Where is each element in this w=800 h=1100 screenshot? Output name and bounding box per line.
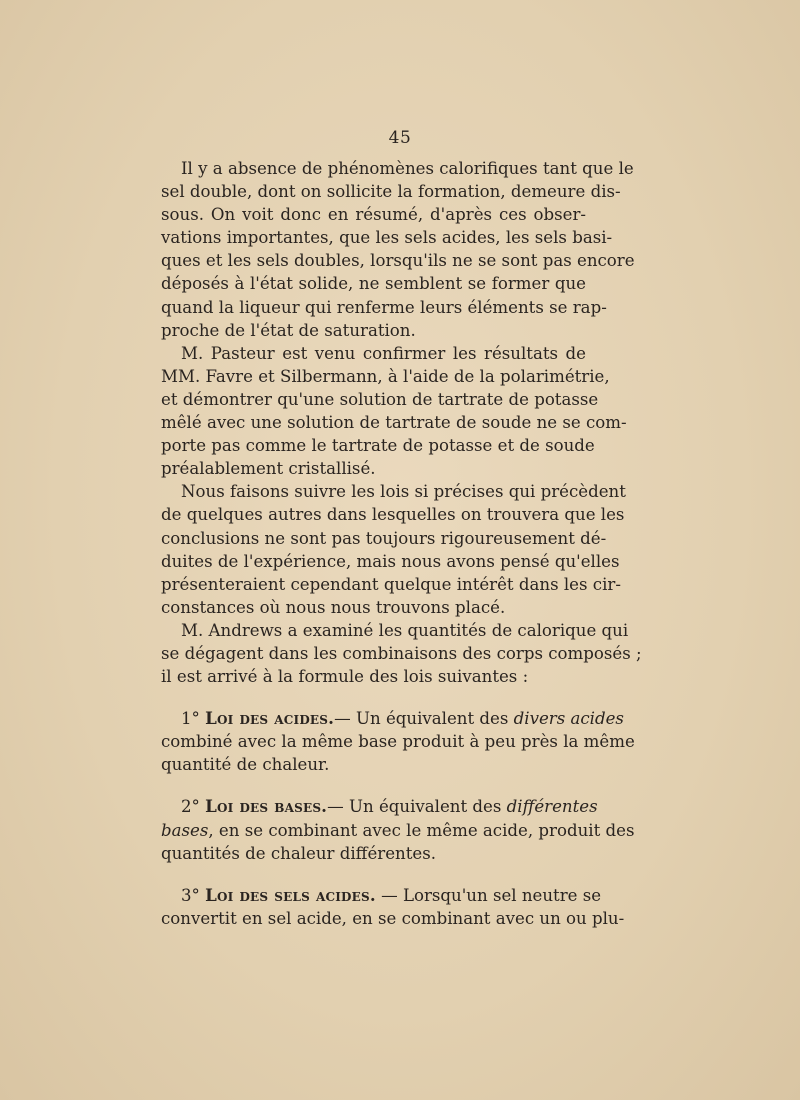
law-title: Loi des acides. bbox=[205, 708, 335, 729]
law-title: Loi des bases. bbox=[205, 796, 328, 817]
text-line: quantités de chaleur différentes. bbox=[161, 843, 437, 863]
text-line: proche de l'état de saturation. bbox=[161, 320, 416, 340]
paragraph-1 bbox=[161, 157, 635, 342]
text-line: sel double, dont on sollicite la formation, demeure dis- bbox=[161, 182, 621, 202]
text-line: conclusions ne sont pas toujours rigoureusement dé- bbox=[161, 528, 607, 548]
law-line bbox=[161, 819, 635, 842]
text-line: quand la liqueur qui renferme leurs éléments se rap- bbox=[161, 297, 607, 317]
law-title: Loi des sels acides. bbox=[205, 884, 376, 905]
paragraph-4 bbox=[161, 619, 642, 688]
text-line: se dégagent dans les combinaisons des corps composés ; bbox=[161, 643, 642, 663]
law-3 bbox=[161, 884, 625, 930]
text-line: il est arrivé à la formule des lois suivantes : bbox=[161, 667, 529, 687]
text-line: et démontrer qu'une solution de tartrate de potasse bbox=[161, 389, 599, 409]
text-line: présenteraient cependant quelque intérêt dans les cir- bbox=[161, 574, 621, 594]
law-emphasis: bases bbox=[161, 820, 209, 840]
law-text: — Lorsqu'un sel neutre se bbox=[381, 885, 602, 905]
law-line bbox=[161, 707, 624, 730]
text-line: déposés à l'état solide, ne semblent se former que bbox=[161, 274, 586, 294]
text-line: convertit en sel acide, en se combinant avec un ou plu- bbox=[161, 908, 625, 928]
text-line: duites de l'expérience, mais nous avons pensé qu'elles bbox=[161, 551, 620, 571]
text-line: M. Andrews a examiné les quantités de calorique qui bbox=[181, 620, 629, 640]
text-line: sous. On voit donc en résumé, d'après ces obser- bbox=[161, 205, 586, 225]
text-line: MM. Favre et Silbermann, à l'aide de la polarimétrie, bbox=[161, 366, 610, 386]
text-line: mêlé avec une solution de tartrate de soude ne se com- bbox=[161, 413, 627, 433]
law-emphasis: divers acides bbox=[513, 709, 624, 729]
law-number: 1° bbox=[181, 709, 200, 729]
text-line: Il y a absence de phénomènes calorifiques tant que le bbox=[181, 159, 634, 178]
body-text bbox=[161, 157, 642, 930]
law-text: , en se combinant avec le même acide, produit des bbox=[208, 820, 635, 840]
law-1 bbox=[161, 707, 635, 776]
text-line: porte pas comme le tartrate de potasse et de soude bbox=[161, 436, 595, 456]
law-number: 3° bbox=[181, 885, 200, 905]
text-line: Nous faisons suivre les lois si précises qui précèdent bbox=[181, 482, 626, 502]
text-line: de quelques autres dans lesquelles on trouvera que les bbox=[161, 505, 625, 525]
text-line: M. Pasteur est venu confirmer les résultats de bbox=[181, 343, 586, 363]
paragraph-3 bbox=[161, 480, 626, 619]
text-line: vations importantes, que les sels acides, les sels basi- bbox=[161, 228, 613, 248]
law-2 bbox=[161, 795, 635, 864]
law-text: — Un équivalent des bbox=[327, 797, 507, 817]
text-line: ques et les sels doubles, lorsqu'ils ne se sont pas encore bbox=[161, 251, 635, 271]
law-number: 2° bbox=[181, 797, 200, 817]
page-number: 45 bbox=[388, 128, 412, 148]
text-line: combiné avec la même base produit à peu près la même bbox=[161, 732, 635, 752]
law-emphasis: différentes bbox=[506, 797, 598, 817]
text-line: quantité de chaleur. bbox=[161, 755, 330, 775]
law-text: — Un équivalent des bbox=[334, 709, 514, 729]
text-line: préalablement cristallisé. bbox=[161, 459, 376, 479]
text-line: constances où nous nous trouvons placé. bbox=[161, 597, 506, 617]
law-line bbox=[161, 884, 602, 907]
law-line bbox=[161, 795, 598, 818]
paragraph-2 bbox=[161, 342, 627, 481]
